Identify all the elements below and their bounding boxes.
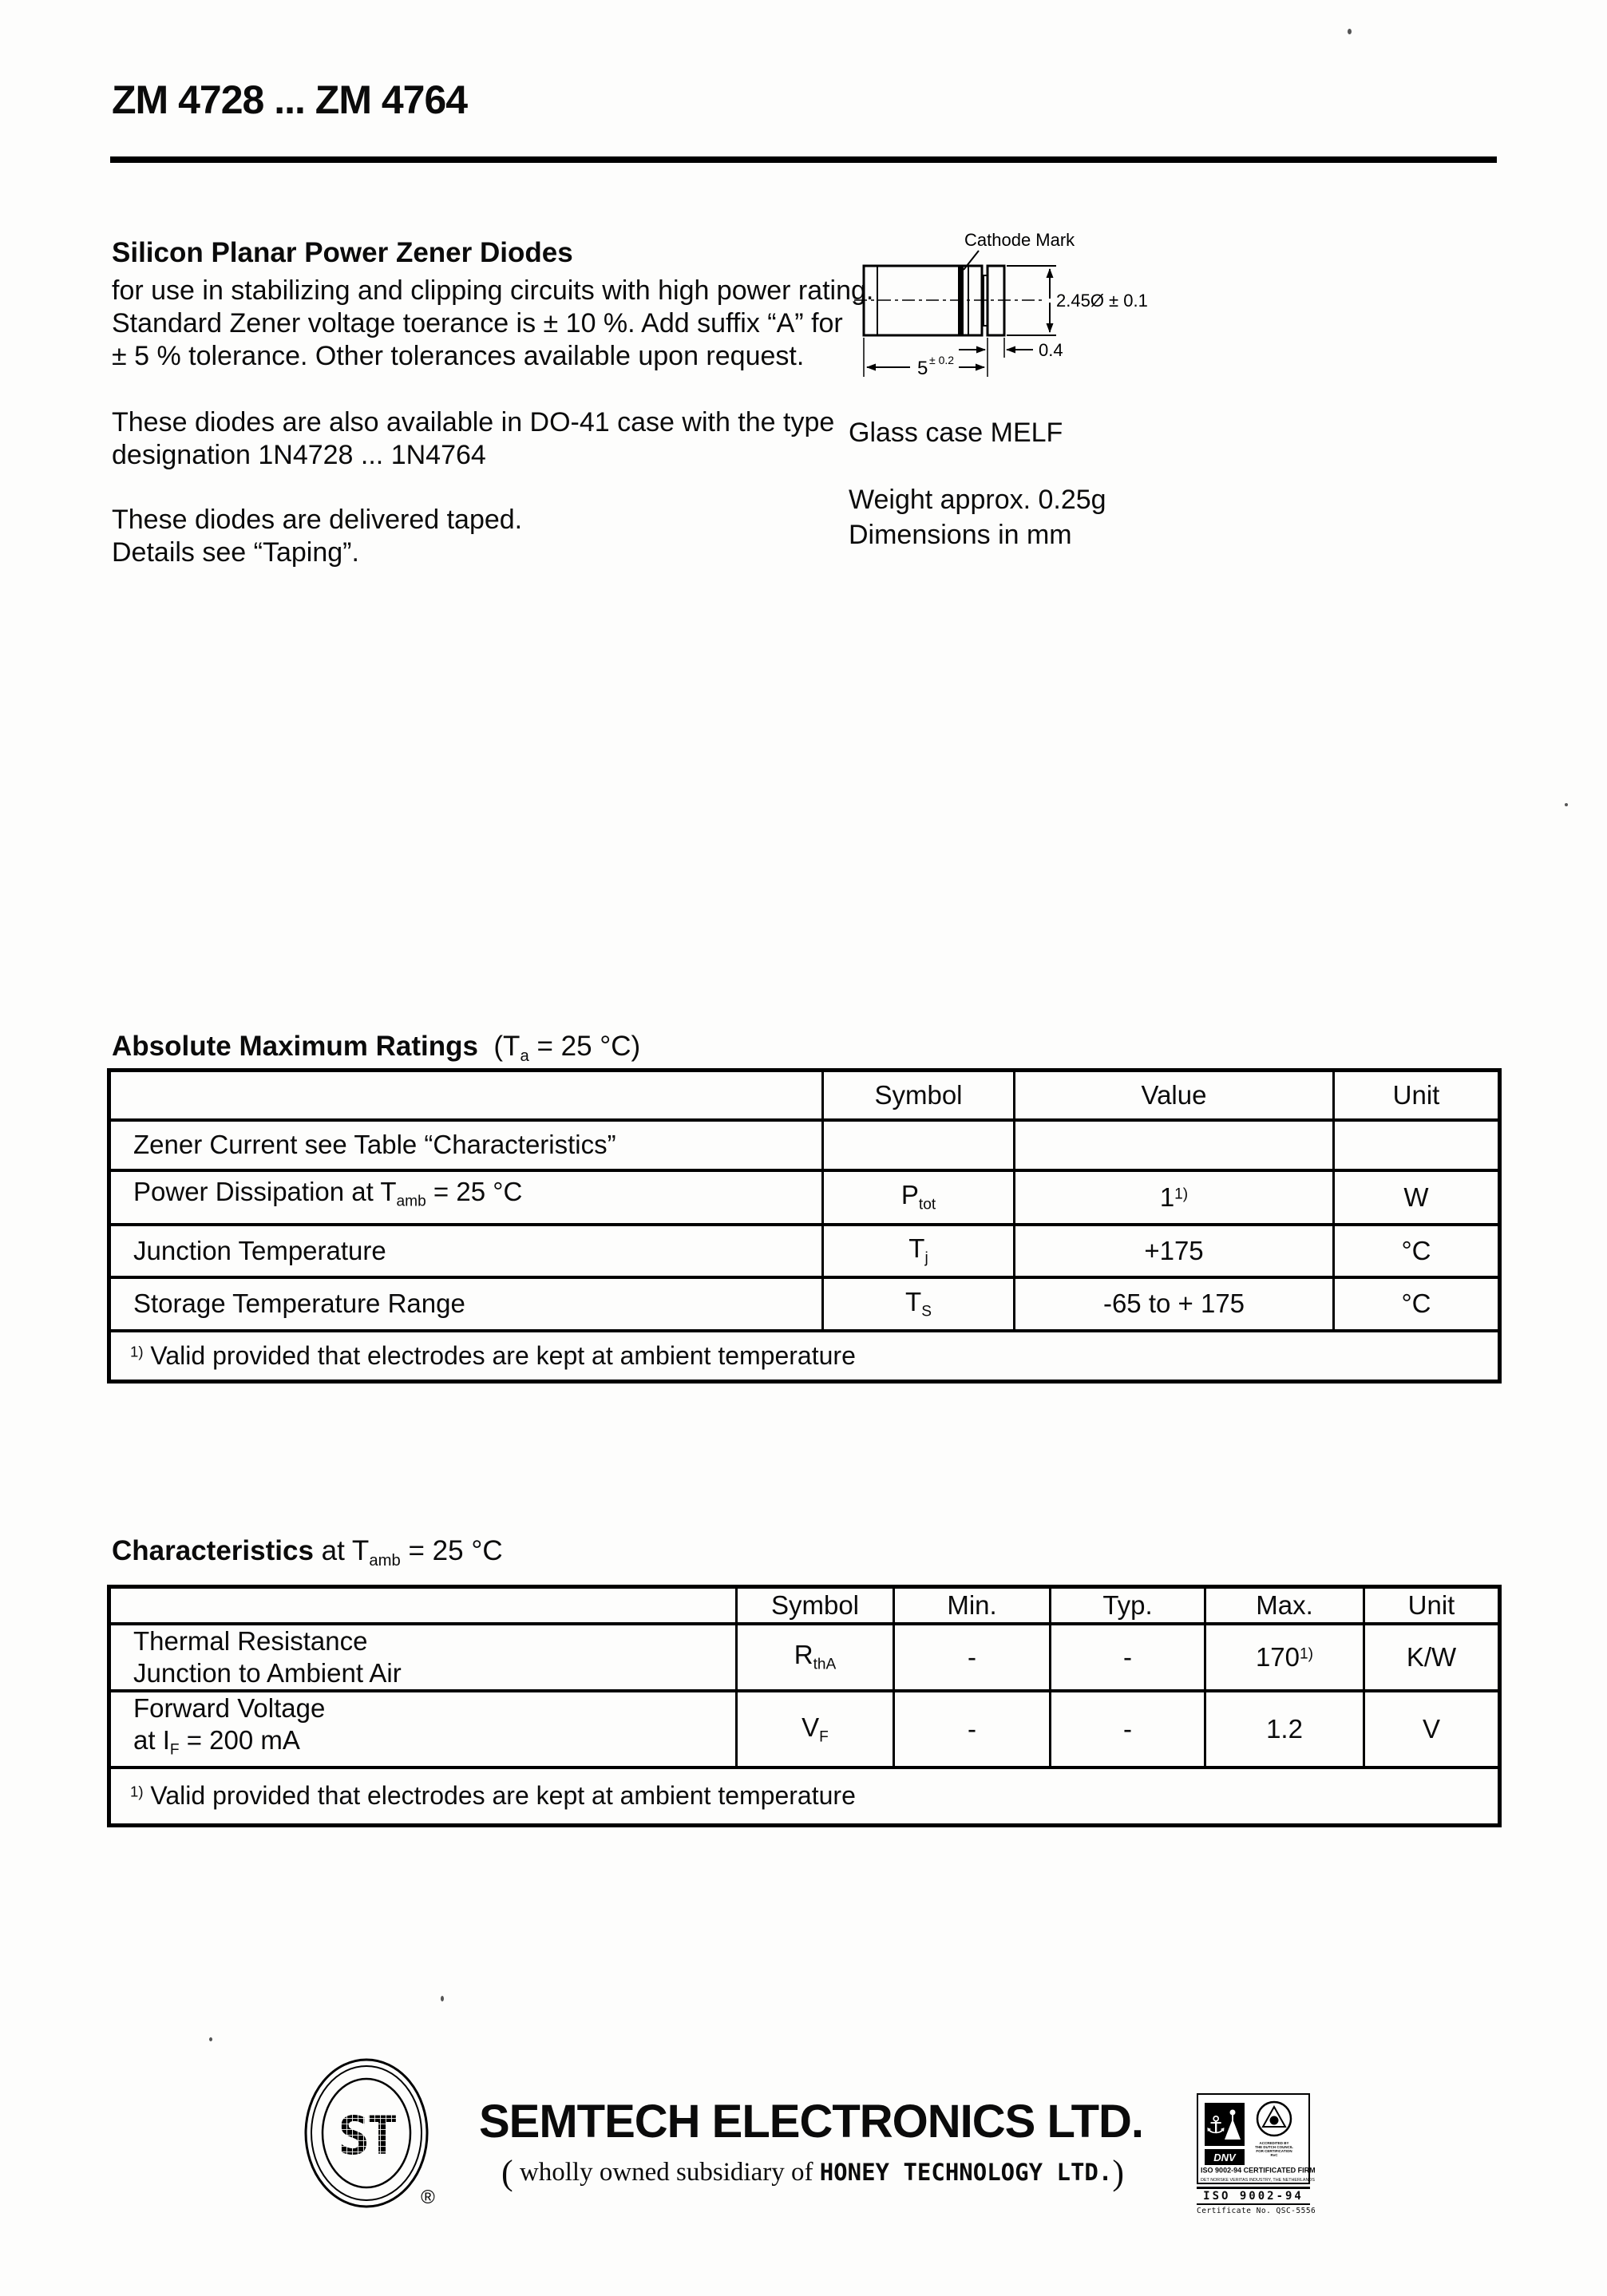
- footnote-row: [109, 1768, 1500, 1825]
- intro-paragraph-2: [112, 406, 834, 472]
- row-label-cell: Storage Temperature Range: [109, 1277, 823, 1331]
- column-header-value: Value: [1015, 1071, 1334, 1120]
- scan-speck: [1348, 29, 1352, 34]
- characteristics-cond-post: = 25 °C: [400, 1535, 503, 1566]
- row-label-cell: Thermal Resistance Junction to Ambient Air: [109, 1624, 737, 1691]
- diameter-dimension-label: 2.45Ø ± 0.1: [1056, 291, 1148, 311]
- value-cell: [1015, 1120, 1334, 1170]
- typ-cell: -: [1051, 1624, 1205, 1691]
- footnote-row: [109, 1331, 1500, 1382]
- abs-max-heading: [112, 1031, 640, 1066]
- characteristics-heading: [112, 1535, 503, 1570]
- package-outline-drawing: [814, 214, 1213, 402]
- abs-max-heading-title: Absolute Maximum Ratings: [112, 1031, 478, 1062]
- table-row: [109, 1120, 1500, 1170]
- scan-speck: [441, 1996, 444, 2001]
- symbol-cell: $V_F$: [737, 1691, 894, 1768]
- subsidiary-text: wholly owned subsidiary of: [513, 2158, 820, 2187]
- column-header-max: Max.: [1205, 1587, 1364, 1624]
- parent-company-name: HONEY TECHNOLOGY LTD.: [819, 2159, 1113, 2186]
- row-label-cell: Junction Temperature: [109, 1225, 823, 1277]
- unit-cell: °C: [1334, 1277, 1500, 1331]
- max-cell: 170$^{1)}$: [1205, 1624, 1364, 1691]
- characteristics-table: [107, 1585, 1502, 1827]
- paren-close: ): [1112, 2153, 1125, 2192]
- footnote-cell: $^{1)}$ Valid provided that electrodes are kept at ambient temperature: [109, 1768, 1500, 1825]
- column-header-symbol: Symbol: [823, 1071, 1015, 1120]
- table-row: [109, 1691, 1500, 1768]
- column-header-unit: Unit: [1364, 1587, 1500, 1624]
- case-note: Glass case MELF: [849, 418, 1063, 448]
- value-cell: +175: [1015, 1225, 1334, 1277]
- page-title: ZM 4728 ... ZM 4764: [112, 77, 468, 122]
- characteristics-cond: at T: [313, 1535, 370, 1566]
- unit-cell: °C: [1334, 1225, 1500, 1277]
- column-header-typ: Typ.: [1051, 1587, 1205, 1624]
- symbol-cell: [823, 1120, 1015, 1170]
- scan-speck: [209, 2037, 212, 2041]
- header-rule: [110, 156, 1497, 163]
- company-name: SEMTECH ELECTRONICS LTD.: [479, 2096, 1144, 2148]
- table-row: [109, 1277, 1500, 1331]
- certification-block: [1197, 2093, 1316, 2215]
- paren-open: (: [501, 2153, 513, 2192]
- column-header-symbol: Symbol: [737, 1587, 894, 1624]
- paragraph-line: These diodes are delivered taped.: [112, 505, 523, 535]
- characteristics-cond-sub: amb: [369, 1552, 401, 1570]
- empty-header-cell: [109, 1587, 737, 1624]
- length-tolerance-label: ± 0.2: [929, 354, 955, 366]
- length-dimension-label: 5: [917, 358, 928, 379]
- min-cell: -: [894, 1624, 1051, 1691]
- paragraph-line: These diodes are also available in DO-41 case with the type: [112, 407, 835, 437]
- certificate-number: Certificate No. QSC-5556: [1197, 2207, 1316, 2215]
- row-label-cell: Forward Voltage at $I_F = 200$ mA: [109, 1691, 737, 1768]
- subsidiary-line: [501, 2152, 1124, 2193]
- symbol-cell: $T_S$: [823, 1277, 1015, 1331]
- svg-text:⚓: ⚓: [1205, 2112, 1227, 2140]
- row-label-cell: Power Dissipation at $T_{amb} = 25$ °C: [109, 1170, 823, 1225]
- abs-max-cond-post: = 25 °C): [528, 1031, 641, 1062]
- cap-dimension-label: 0.4: [1039, 340, 1063, 360]
- symbol-cell: $T_j$: [823, 1225, 1015, 1277]
- accreditation-text: ACCREDITED BY THE DUTCH COUNCIL FOR CERTIFICATION RvC: [1255, 2141, 1293, 2157]
- table-row: [109, 1225, 1500, 1277]
- value-cell: -65 to + 175: [1015, 1277, 1334, 1331]
- paragraph-line: ± 5 % tolerance. Other tolerances available upon request.: [112, 341, 805, 371]
- characteristics-heading-title: Characteristics: [112, 1535, 314, 1566]
- intro-paragraph-1: [112, 275, 873, 373]
- abs-max-cond-sub: a: [520, 1047, 529, 1066]
- abs-max-table: [107, 1068, 1502, 1384]
- table-row: [109, 1624, 1500, 1691]
- footnote-cell: $^{1)}$ Valid provided that electrodes are kept at ambient temperature: [109, 1331, 1500, 1382]
- abs-max-cond: (T: [493, 1031, 520, 1062]
- certificated-firm-line: ISO 9002-94 CERTIFICATED FIRM: [1201, 2167, 1316, 2175]
- intro-heading: Silicon Planar Power Zener Diodes: [112, 237, 573, 268]
- symbol-cell: $P_{tot}$: [823, 1170, 1015, 1225]
- certification-box: [1197, 2093, 1316, 2184]
- max-cell: 1.2: [1205, 1691, 1364, 1768]
- column-header-unit: Unit: [1334, 1071, 1500, 1120]
- row-label-cell: Zener Current see Table “Characteristics”: [109, 1120, 823, 1170]
- typ-cell: -: [1051, 1691, 1205, 1768]
- certification-agency-line: DET NORSKE VERITAS INDUSTRY, THE NETHERLANDS: [1201, 2177, 1315, 2182]
- table-header-row: [109, 1071, 1500, 1120]
- paragraph-line: Details see “Taping”.: [112, 537, 359, 568]
- intro-paragraph-3: [112, 504, 522, 569]
- paragraph-line: designation 1N4728 ... 1N4764: [112, 440, 486, 470]
- unit-cell: [1334, 1120, 1500, 1170]
- symbol-cell: $R_{thA}$: [737, 1624, 894, 1691]
- paragraph-line: for use in stabilizing and clipping circuits with high power rating.: [112, 275, 874, 306]
- empty-header-cell: [109, 1071, 823, 1120]
- scan-speck: [1565, 803, 1568, 806]
- paragraph-line: Standard Zener voltage toerance is ± 10 %. Add suffix “A” for: [112, 308, 843, 338]
- cathode-mark-label: Cathode Mark: [964, 230, 1075, 250]
- weight-note: Weight approx. 0.25g: [849, 485, 1106, 515]
- min-cell: -: [894, 1691, 1051, 1768]
- value-cell: 1$^{1)}$: [1015, 1170, 1334, 1225]
- semtech-logo: [302, 2057, 437, 2212]
- table-row: [109, 1170, 1500, 1225]
- unit-cell: K/W: [1364, 1624, 1500, 1691]
- dimensions-note: Dimensions in mm: [849, 520, 1072, 550]
- unit-cell: W: [1334, 1170, 1500, 1225]
- dnv-label: DNV: [1213, 2152, 1236, 2163]
- table-header-row: [109, 1587, 1500, 1624]
- unit-cell: V: [1364, 1691, 1500, 1768]
- iso-standard-line: ISO 9002-94: [1197, 2187, 1310, 2205]
- registered-trademark-icon: ®: [421, 2187, 435, 2208]
- column-header-min: Min.: [894, 1587, 1051, 1624]
